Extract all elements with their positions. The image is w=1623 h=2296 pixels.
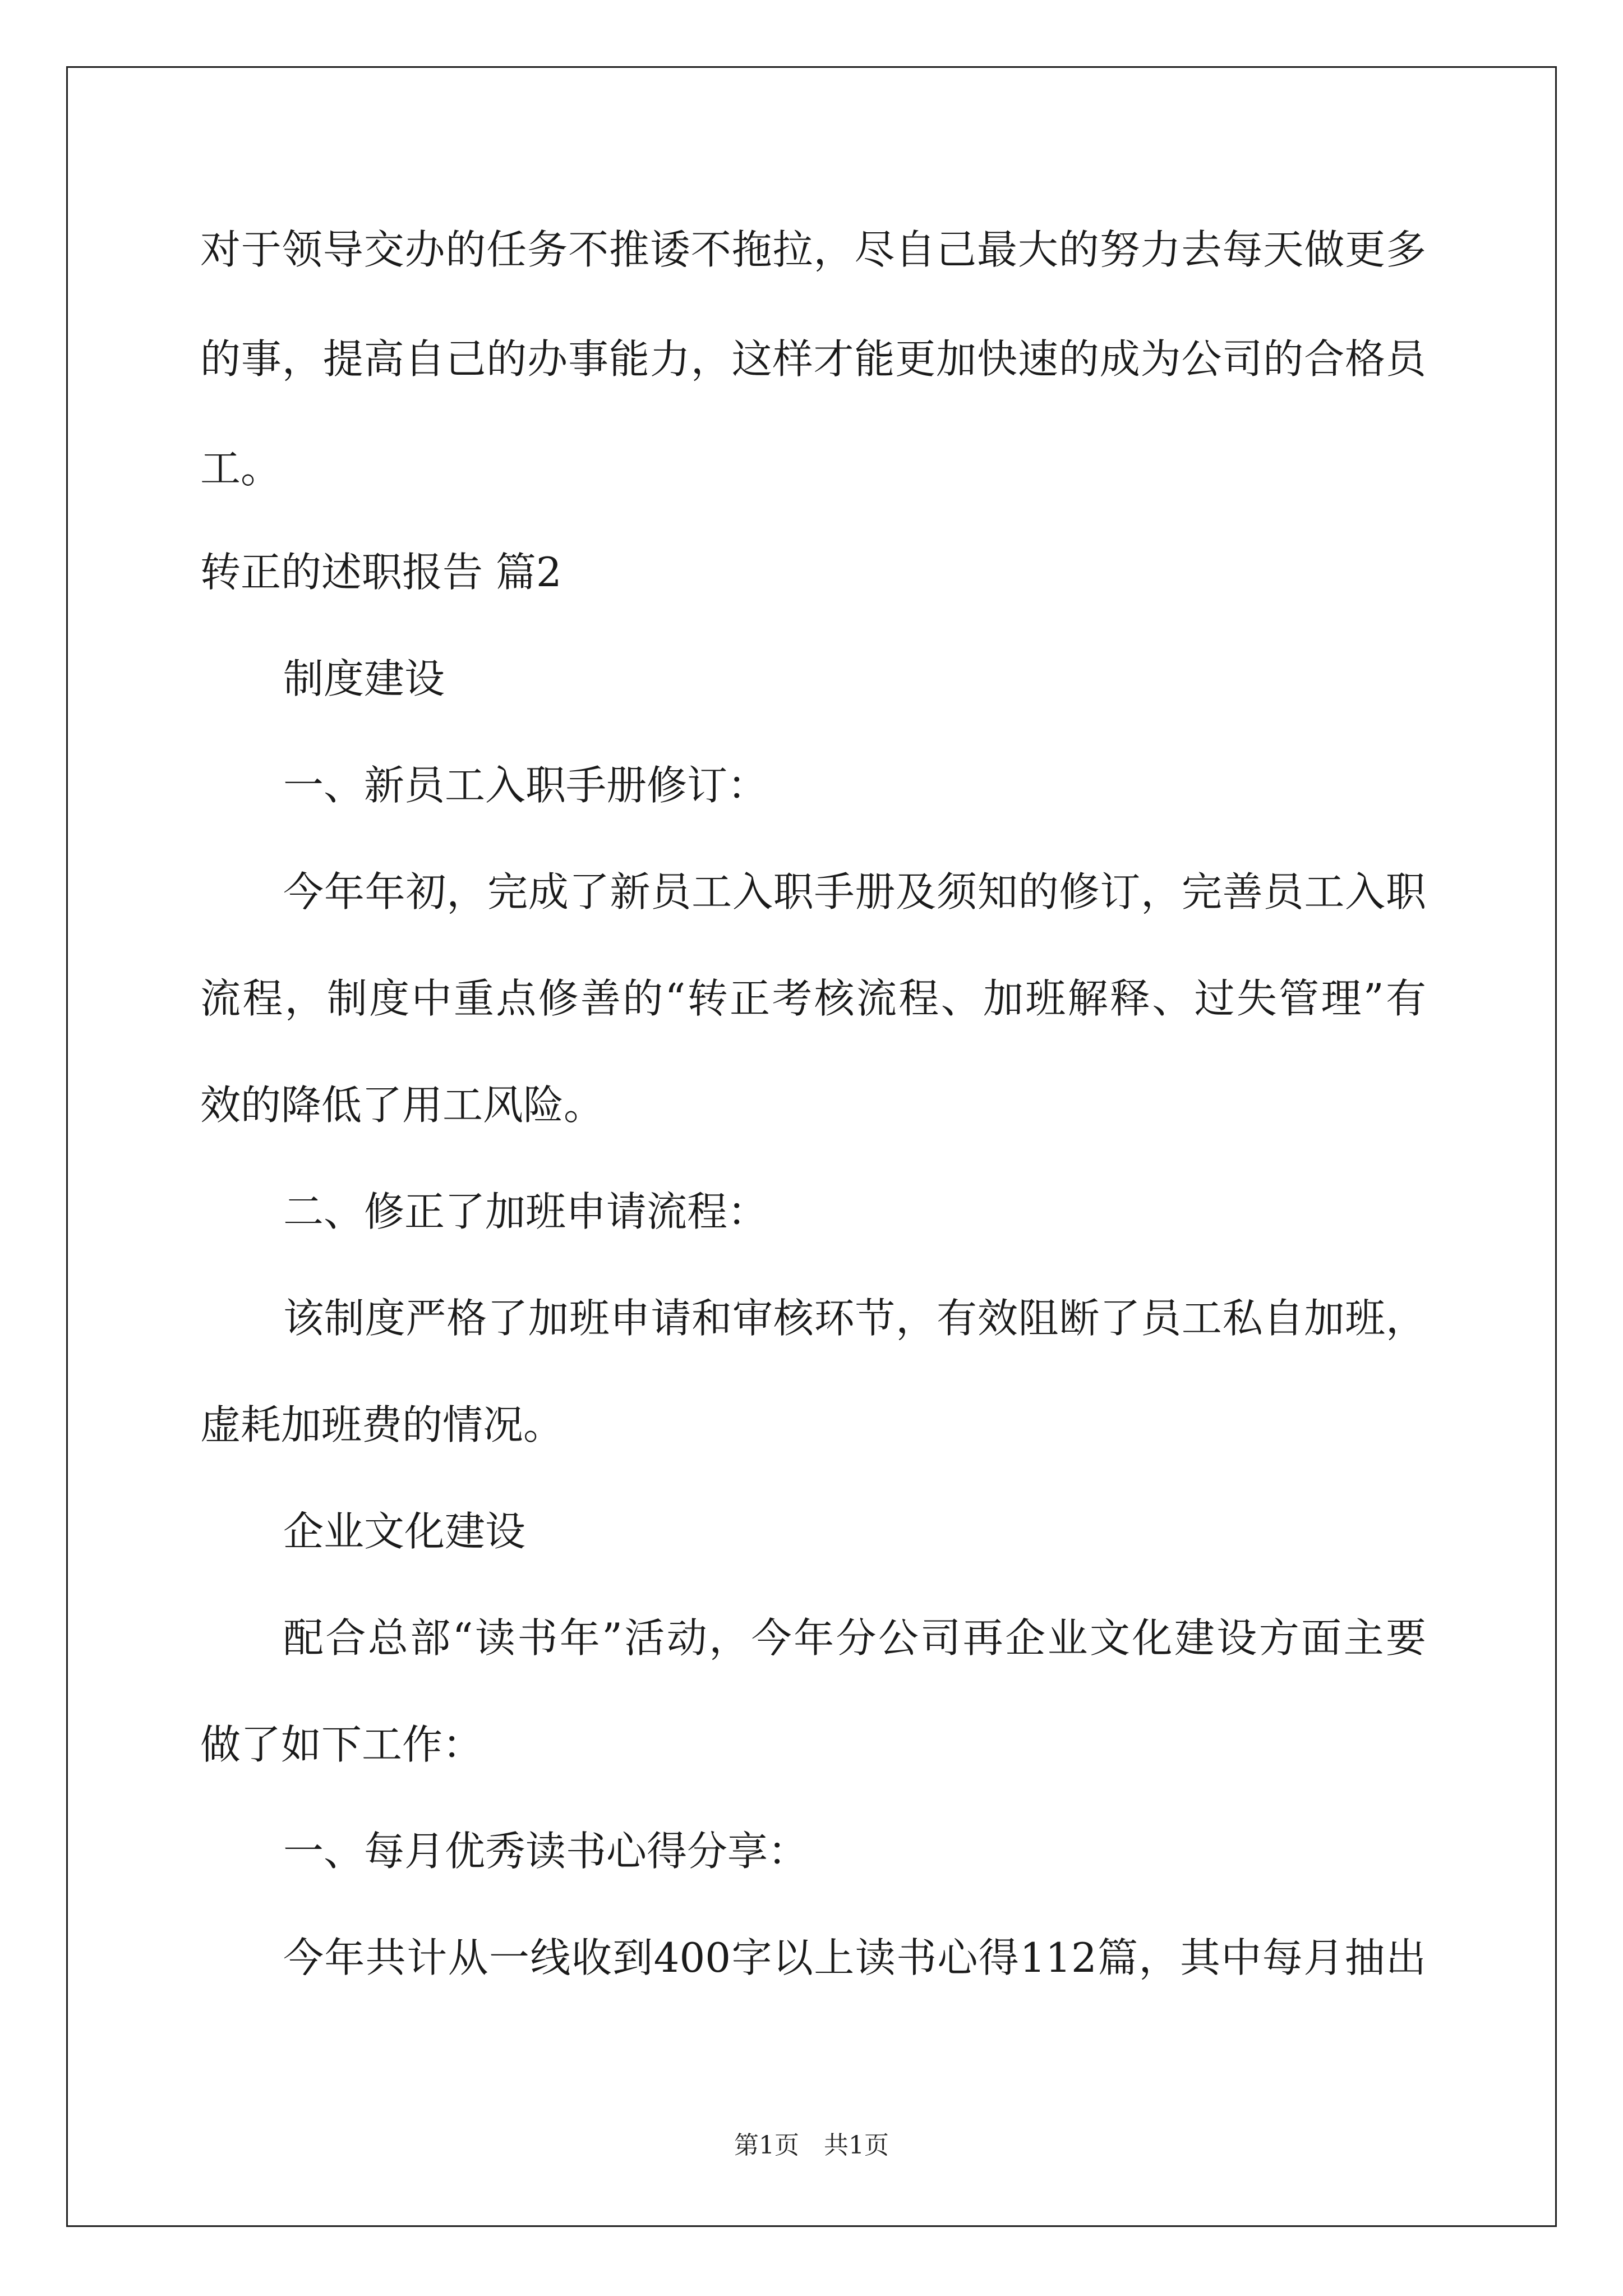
body-line-overtime-1: 该制度严格了加班申请和审核环节，有效阻断了员工私自加班，	[283, 1295, 1426, 1342]
page-footer: 第1页 共1页	[734, 2131, 889, 2160]
body-line-overtime-2: 虚耗加班费的情况。	[200, 1401, 564, 1448]
body-line-reading-1: 今年共计从一线收到400字以上读书心得112篇，其中每月抽出	[283, 1934, 1426, 1981]
item-heading-reading-share: 一、每月优秀读书心得分享：	[283, 1828, 809, 1875]
body-line-2: 的事，提高自己的办事能力，这样才能更加快速的成为公司的合格员	[200, 335, 1426, 383]
item-heading-overtime: 二、修正了加班申请流程：	[283, 1188, 768, 1235]
body-line-1: 对于领导交办的任务不推诿不拖拉，尽自己最大的努力去每天做更多	[200, 226, 1426, 273]
subheading-culture-building: 企业文化建设	[283, 1508, 526, 1555]
body-line-handbook-2: 流程，制度中重点修善的“转正考核流程、加班解释、过失管理”有	[200, 975, 1426, 1022]
page-border	[66, 66, 1557, 2227]
item-heading-handbook: 一、新员工入职手册修订：	[283, 762, 768, 809]
body-line-culture-2: 做了如下工作：	[200, 1721, 483, 1768]
body-line-handbook-3: 效的降低了用工风险。	[200, 1082, 605, 1129]
subheading-system-building: 制度建设	[283, 655, 445, 702]
body-line-handbook-1: 今年年初，完成了新员工入职手册及须知的修订，完善员工入职	[283, 868, 1426, 915]
section-heading-2: 转正的述职报告 篇2	[200, 549, 562, 596]
body-line-3: 工。	[200, 445, 282, 492]
body-line-culture-1: 配合总部“读书年”活动，今年分公司再企业文化建设方面主要	[283, 1614, 1426, 1662]
